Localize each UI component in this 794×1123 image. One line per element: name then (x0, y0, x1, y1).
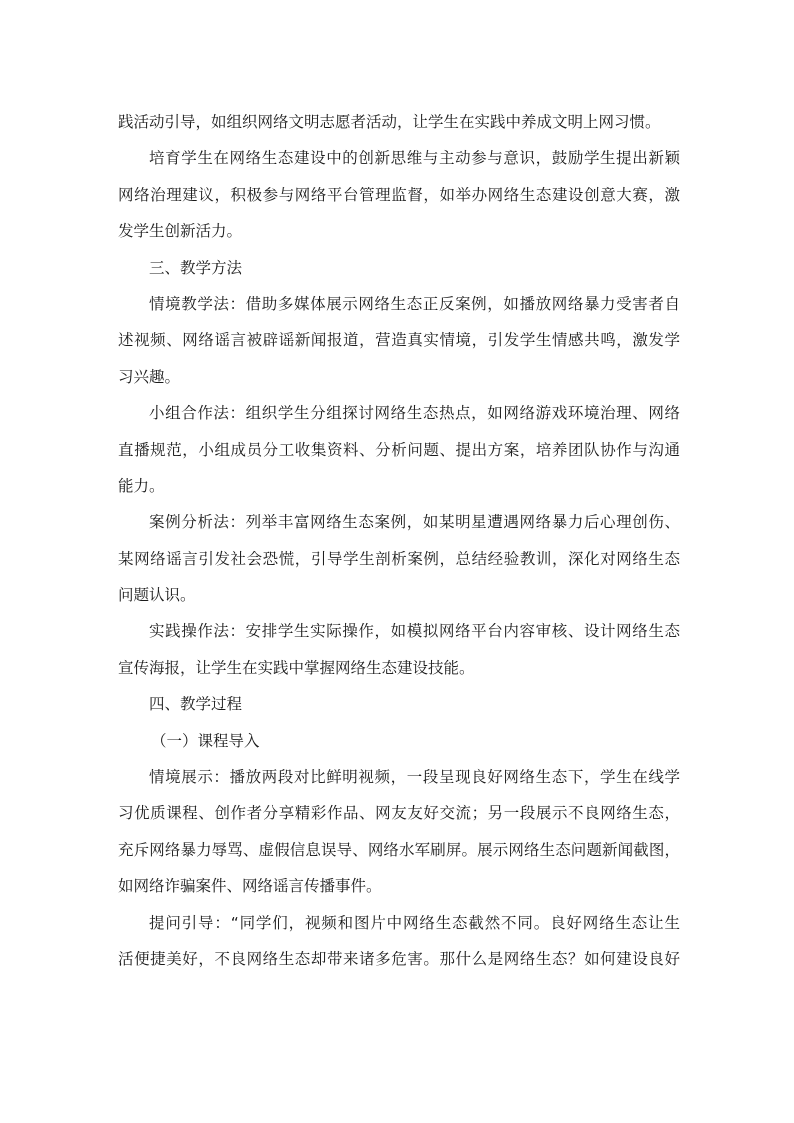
text-line: 网络治理建议，积极参与网络平台管理监督，如举办网络生态建设创意大赛，激 (118, 185, 680, 204)
text-line: 发学生创新活力。 (118, 222, 243, 241)
text-line: 培育学生在网络生态建设中的创新思维与主动参与意识，鼓励学生提出新颖 (149, 149, 680, 168)
text-line: 习兴趣。 (118, 367, 181, 386)
document-body (118, 104, 680, 977)
text-line: 充斥网络暴力辱骂、虚假信息误导、网络水军刷屏。展示网络生态问题新闻截图， (118, 840, 680, 859)
text-line: 述视频、网络谣言被辟谣新闻报道，营造真实情境，引发学生情感共鸣，激发学 (118, 331, 680, 350)
text-line: 能力。 (118, 476, 165, 495)
text-line: 四、教学过程 (149, 695, 243, 714)
text-line: 实践操作法：安排学生实际操作，如模拟网络平台内容审核、设计网络生态 (149, 622, 680, 641)
text-line: 宣传海报，让学生在实践中掌握网络生态建设技能。 (118, 658, 475, 677)
text-line: 小组合作法：组织学生分组探讨网络生态热点，如网络游戏环境治理、网络 (149, 404, 680, 423)
text-line: 情境展示：播放两段对比鲜明视频，一段呈现良好网络生态下，学生在线学 (149, 768, 680, 787)
text-line: （一）课程导入 (151, 731, 260, 750)
text-line: 习优质课程、创作者分享精彩作品、网友友好交流；另一段展示不良网络生态， (118, 804, 680, 823)
text-line: 案例分析法：列举丰富网络生态案例，如某明星遭遇网络暴力后心理创伤、 (149, 513, 680, 532)
text-line: 某网络谣言引发社会恐慌，引导学生剖析案例，总结经验教训，深化对网络生态 (118, 549, 680, 568)
text-line: 直播规范，小组成员分工收集资料、分析问题、提出方案，培养团队协作与沟通 (118, 440, 680, 459)
text-line: 提问引导：“同学们，视频和图片中网络生态截然不同。良好网络生态让生 (149, 913, 680, 932)
text-line: 情境教学法：借助多媒体展示网络生态正反案例，如播放网络暴力受害者自 (149, 294, 680, 313)
text-line: 如网络诈骗案件、网络谣言传播事件。 (118, 877, 382, 896)
text-line: 问题认识。 (118, 586, 196, 605)
text-line: 活便捷美好，不良网络生态却带来诸多危害。那什么是网络生态？如何建设良好 (118, 949, 680, 968)
text-line: 践活动引导，如组织网络文明志愿者活动，让学生在实践中养成文明上网习惯。 (118, 113, 661, 131)
text-line: 三、教学方法 (149, 258, 243, 277)
